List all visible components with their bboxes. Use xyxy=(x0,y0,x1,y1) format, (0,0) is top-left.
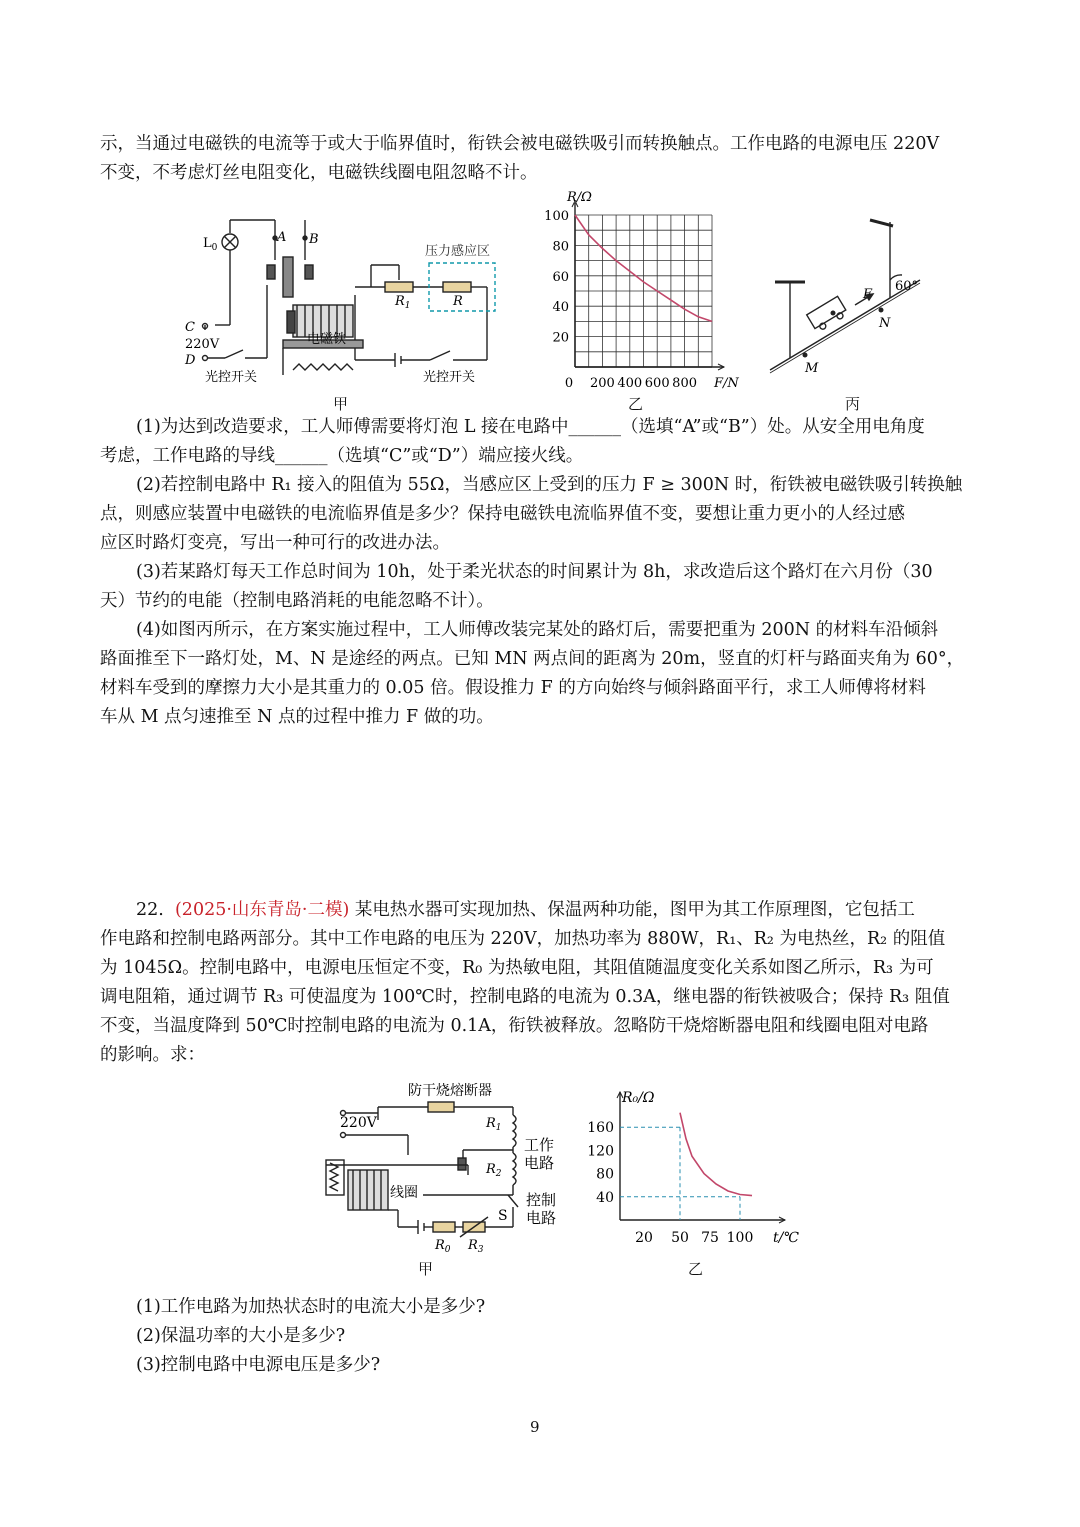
figure-circuit-22 xyxy=(318,1075,568,1260)
q22-line1 xyxy=(100,896,985,925)
caption-22-jia: 甲 xyxy=(418,1260,434,1278)
figure-circuit-21 xyxy=(175,195,515,390)
label-L0: $L_0$ xyxy=(203,236,218,253)
caption-jia: 甲 xyxy=(333,395,349,413)
x-axis-label: t/℃ xyxy=(773,1230,800,1246)
q22-line3: 为 1045Ω。控制电路中，电源电压恒定不变，R₀ 为热敏电阻，其阻值随温度变化关系如图乙所示，R₃ 为可 xyxy=(100,958,934,978)
label-B: B xyxy=(309,232,319,247)
x-tick-label: 800 xyxy=(672,376,698,390)
q22-question-1: (1)工作电路为加热状态时的电流大小是多少? xyxy=(136,1297,486,1317)
y-axis-label: R₀/Ω xyxy=(622,1090,655,1106)
intro-line-2: 不变，不考虑灯丝电阻变化，电磁铁线圈电阻忽略不计。 xyxy=(100,163,538,183)
chart-resistance-force xyxy=(530,190,740,390)
label-R0-22: $R_0$ xyxy=(435,1238,451,1255)
label-R3-22: $R_3$ xyxy=(468,1238,484,1255)
q22-source: (2025·山东青岛·二模) xyxy=(174,900,350,920)
label-C: C xyxy=(185,320,195,335)
q21-p2-line1: (2)若控制电路中 R₁ 接入的阻值为 55Ω，当感应区上受到的压力 F ≥ 300N 时，衔铁被电磁铁吸引转换触 xyxy=(136,475,963,495)
label-work-2: 电路 xyxy=(524,1154,555,1172)
label-pressure-zone: 压力感应区 xyxy=(425,244,491,259)
q21-p2-line3: 应区时路灯变亮，写出一种可行的改进办法。 xyxy=(100,533,450,553)
label-R1-22: $R_1$ xyxy=(486,1116,502,1133)
q22-number: 22. xyxy=(136,900,164,920)
label-220v: 220V xyxy=(185,337,220,352)
x-tick-label: 400 xyxy=(617,376,643,390)
label-M: M xyxy=(805,361,819,376)
figure-slope xyxy=(765,210,925,385)
q22-line4: 调电阻箱，通过调节 R₃ 可使温度为 100℃时，控制电路的电流为 0.3A，继电器的衔铁被吸合；保持 R₃ 阻值 xyxy=(100,987,950,1007)
y-tick-label: 40 xyxy=(596,1189,614,1206)
x-axis-label: F/N xyxy=(714,376,739,390)
q21-p4-line3: 材料车受到的摩擦力大小是其重力的 0.05 倍。假设推力 F 的方向始终与倾斜路面平行，求工人师傅将材料 xyxy=(100,678,926,698)
q21-p4-line2: 路面推至下一路灯处，M、N 是途经的两点。已知 MN 两点间的距离为 20m，竖直的灯杆与路面夹角为 60°， xyxy=(100,649,965,669)
label-angle: 60° xyxy=(895,279,919,294)
intro-line-1: 示，当通过电磁铁的电流等于或大于临界值时，衔铁会被电磁铁吸引而转换触点。工作电路的电源电压 220V xyxy=(100,134,940,154)
label-N: N xyxy=(879,316,891,331)
label-R2-22: $R_2$ xyxy=(486,1162,502,1179)
chart-r0-temperature xyxy=(578,1075,803,1250)
label-S: S xyxy=(498,1208,508,1224)
label-switch-right: 光控开关 xyxy=(423,370,476,385)
y-tick-label: 120 xyxy=(587,1143,614,1160)
y-tick-label: 80 xyxy=(596,1166,614,1183)
q22-line6: 的影响。求： xyxy=(100,1045,205,1065)
y-tick-label: 40 xyxy=(552,300,569,316)
data-curve-r0-t xyxy=(680,1113,752,1196)
x-tick-label: 20 xyxy=(635,1230,653,1246)
label-ctrl-1: 控制 xyxy=(526,1191,557,1209)
y-tick-label: 80 xyxy=(552,239,569,255)
label-220v-22: 220V xyxy=(340,1115,377,1131)
x-tick-label: 50 xyxy=(671,1230,689,1246)
label-D: D xyxy=(185,353,196,368)
q21-p3-line2: 天）节约的电能（控制电路消耗的电能忽略不计）。 xyxy=(100,591,494,611)
q21-p1-line1: (1)为达到改造要求，工人师傅需要将灯泡 L 接在电路中______（选填“A”或“B”）处。从安全用电角度 xyxy=(136,417,925,437)
q22-line1-rest: 某电热水器可实现加热、保温两种功能，图甲为其工作原理图，它包括工 xyxy=(354,900,915,920)
y-tick-label: 100 xyxy=(544,209,569,224)
label-coil: 线圈 xyxy=(390,1185,418,1201)
label-switch-left: 光控开关 xyxy=(205,370,258,385)
caption-bing: 丙 xyxy=(845,395,861,413)
label-work-1: 工作 xyxy=(524,1136,555,1154)
q21-p1-line2: 考虑，工作电路的导线______（选填“C”或“D”）端应接火线。 xyxy=(100,446,584,466)
x-tick-label: 0 xyxy=(564,376,574,390)
q22-line5: 不变，当温度降到 50℃时控制电路的电流为 0.1A，衔铁被释放。忽略防干烧熔断器电阻和线圈电阻对电路 xyxy=(100,1016,929,1036)
q22-question-3: (3)控制电路中电源电压是多少? xyxy=(136,1355,381,1375)
caption-22-yi: 乙 xyxy=(688,1260,704,1278)
label-R: R xyxy=(453,294,463,309)
y-tick-label: 20 xyxy=(552,330,569,346)
label-R1: $R_1$ xyxy=(395,294,411,311)
y-axis-label: R/Ω xyxy=(567,190,592,205)
q22-question-2: (2)保温功率的大小是多少? xyxy=(136,1326,346,1346)
q21-p3-line1: (3)若某路灯每天工作总时间为 10h，处于柔光状态的时间累计为 8h，求改造后这个路灯在六月份（30 xyxy=(136,562,933,582)
q21-p2-line2: 点，则感应装置中电磁铁的电流临界值是多少？保持电磁铁电流临界值不变，要想让重力更小的人经过感 xyxy=(100,504,905,524)
y-tick-label: 60 xyxy=(552,269,569,285)
label-ctrl-2: 电路 xyxy=(526,1209,557,1227)
label-electromagnet: 电磁铁 xyxy=(307,332,347,347)
x-tick-label: 200 xyxy=(589,376,615,390)
q22-line2: 作电路和控制电路两部分。其中工作电路的电压为 220V，加热功率为 880W，R₁、R₂ 为电热丝，R₂ 的阻值 xyxy=(100,929,946,949)
caption-yi: 乙 xyxy=(628,395,644,413)
label-A: A xyxy=(277,230,287,245)
y-tick-label: 160 xyxy=(587,1120,614,1137)
q21-p4-line4: 车从 M 点匀速推至 N 点的过程中推力 F 做的功。 xyxy=(100,707,494,727)
label-F: F xyxy=(863,287,873,302)
x-tick-label: 600 xyxy=(644,376,670,390)
x-tick-label: 100 xyxy=(726,1230,754,1246)
q21-p4-line1: (4)如图丙所示，在方案实施过程中，工人师傅改装完某处的路灯后，需要把重为 200N 的材料车沿倾斜 xyxy=(136,620,939,640)
label-fuse: 防干烧熔断器 xyxy=(408,1083,492,1099)
x-tick-label: 75 xyxy=(701,1230,719,1246)
page-number: 9 xyxy=(530,1418,540,1436)
